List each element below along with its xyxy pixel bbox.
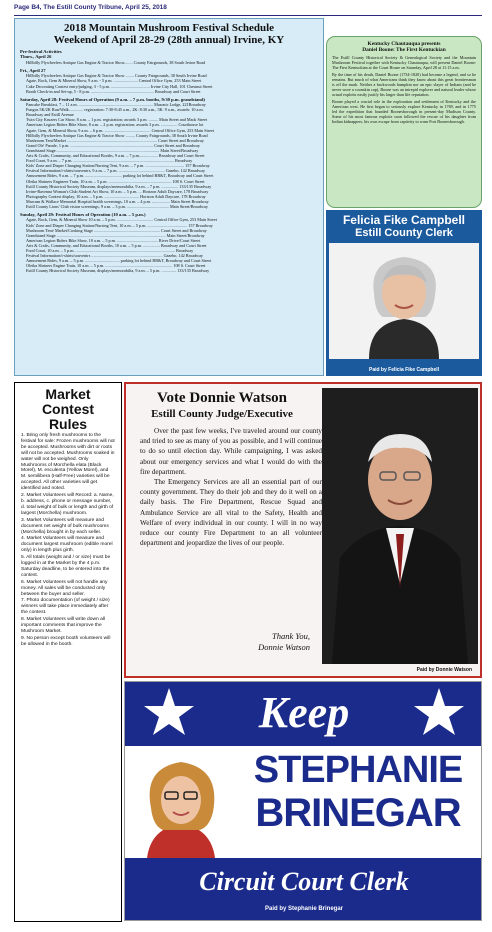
vote-paragraph: Over the past few weeks, I've traveled around our county and tried to see as many of you as possible, and I will continue to do so until election day. While campaigning, I was asked about our emergency services and what I would do with the fire department. bbox=[140, 427, 322, 476]
schedule-event-line: Twin City Kruzers Car Show, 8 a.m. – 1 p.m. registration; awards 3 p.m. ......... Main Street and Mack Street bbox=[26, 117, 208, 123]
market-contest-rules bbox=[14, 382, 122, 922]
schedule-sections bbox=[20, 49, 318, 274]
schedule-event-line: Cake Decorating Contest entry/judging, 3 - 5 p.m. ..................................... Irvine City Hall, 101 Chestnut Street bbox=[26, 83, 213, 89]
schedule-event-line: Oleika Shriners Engineer Train, 10 a.m. – 5 p.m. ............................................................ 108 S. Court Street bbox=[26, 178, 205, 184]
rule-item: 2. Market Volunteers will Record: a. Name, b. address, c. phone or message number, d. total weight of bulk or length and girth of largest (Morchella) mushroom. bbox=[21, 493, 114, 516]
rule-item: 3. Market Volunteers will measure and document net weight of bulk mushrooms (Morchella) brought in by each seller. bbox=[21, 517, 109, 535]
schedule-event-line: American Legion Riders Bike Show, 10 a.m. – 5 p.m. ....................................... River Drive/Court Street bbox=[26, 237, 201, 243]
keep-word: Keep bbox=[258, 688, 350, 737]
schedule-section bbox=[20, 212, 318, 273]
candidate-last-name: BRINEGAR bbox=[255, 791, 461, 835]
stephanie-brinegar-ad bbox=[124, 681, 482, 921]
schedule-event-line: Booth Check-in and Set-up, 5 - 8 p.m. ............................................................ Broadway and Court Street bbox=[26, 88, 201, 94]
schedule-day-heading: Saturday, April 28: Festival Hours of Operation (9 a.m. – 7 p.m. booths, 9:30 p.m. grandstand) bbox=[20, 96, 205, 102]
felicia-name: Felicia Fike Campbell bbox=[342, 213, 466, 227]
chautauqua-title-line1: Kentucky Chautauqua presents bbox=[367, 41, 441, 47]
keep-paid-by: Paid by Stephanie Brinegar bbox=[264, 906, 344, 912]
schedule-event-line: Irvine-Ravenna Woman's Club Student Art Show, 10 a.m. – 5 p.m. ... Horizon Adult Daycare, 178 Broadway bbox=[26, 188, 209, 194]
schedule-event-line: Mushroom Tent/Market ...................................................................................... Court Street and Broadway bbox=[26, 137, 204, 143]
schedule-day-heading: Thurs., April 26 bbox=[20, 54, 52, 60]
chautauqua-paragraph: The Estill County Historical Society & Genealogical Society and the Mountain Mushroom Festival together with Kentucky Chautauqua, will present Daniel Boone: The First Kentuckian at the Court House on Saturday, April 28 at 11:15 a.m. bbox=[332, 55, 476, 70]
schedule-subtitle: Weekend of April 28-29 (28th annual) Irvine, KY bbox=[53, 34, 285, 46]
schedule-event-line: American Legion Riders Bike Show, 8 a.m. – 2 p.m. registration; awards 3 p.m. ................ Courthouse lot bbox=[26, 122, 204, 128]
rule-item: 5. All totals (weight and / or size) must be logged in at the Market by the 4 p.m. Saturday deadline, to be entered into the contest. bbox=[21, 555, 111, 578]
schedule-event-line: Grandstand Stage ........................................................................................................ Main Street/Broadway bbox=[26, 232, 205, 238]
donnie-watson-ad bbox=[124, 382, 482, 678]
vote-subtitle: Estill County Judge/Executive bbox=[151, 408, 293, 420]
schedule-event-line: Marcum & Wallace Memorial Hospital health screenings, 10 a.m. – 4 p.m. ................. Main Street Broadway bbox=[26, 198, 209, 204]
schedule-event-line: Fungus 5K/2K Run/Walk.............. registration: 7:30-8:45 a.m., 2K: 8:30 a.m., 5K: 9 a.m., awards: 10 a.m. bbox=[26, 107, 204, 113]
schedule-event-line: Pancake Breakfast, 7 – 11 a.m. ....................................................................... Masonic Lodge, 221Broadway bbox=[26, 102, 206, 108]
schedule-event-line: Estill County Historical Society Museum, displays/memorabilia, 9 a.m. – 5 p.m. .............. 133/135 Broadway bbox=[26, 268, 210, 274]
schedule-event-line: Agate, Rock, Gem, & Mineral Show 10 a.m. – 5 p.m. ................................... Central Office Gym, 253 Main Street bbox=[26, 217, 217, 223]
rule-item: 1. Bring only fresh mushrooms to the festival for sale: Frozen mushrooms will not be accepted. Mushrooms with dirt or roots will not be accepted. Mushrooms soaked in water will not be weighed. Only Mushrooms of Morchella elata (Black Morel), M. esculenta (Yellow Morel), and M. semilibera (Half-Free) varieties will be accepted. All other varieties will get identified and noted. bbox=[21, 433, 115, 492]
vote-body bbox=[140, 426, 322, 548]
schedule-event-line: Food Court, 10 a.m. – 5 p.m. ............................................................................................... Broadway bbox=[26, 248, 194, 254]
schedule-event-line: Oleika Shriners Engine Train, 10 a.m. – 5 p.m. ................................................................ 108 S. Court Street bbox=[26, 263, 206, 269]
chautauqua-title-line2: Daniel Boone: The First Kentuckian bbox=[362, 47, 446, 53]
schedule-event-line: Photography Contest display, 10 a.m. – 5 p.m. ................................. Horizon Adult Daycare, 178 Broadway bbox=[26, 193, 206, 199]
schedule-event-line: Hillbilly Flywheelers Antique Gas Engine & Tractor Show........ County Fairgrounds, 38 South Irvine Road bbox=[26, 59, 206, 65]
schedule-event-line: Kids' Zone and Diaper Changing Station/Nursing Tent, 9 a.m. – 7 p.m. ..................................... 157 Broadway bbox=[26, 163, 210, 169]
schedule-event-line: Grand Ole' Parade, 1 p.m. ............................................................................... Court Street and Broadway bbox=[26, 142, 200, 148]
chautauqua-paragraph: By the time of his death, Daniel Boone (1734-1820) had become a legend, and so he remains. But much of what Americans think they know about this great frontiersman is off the mark. Neither a backwoods bumpkin nor an epic slayer of Indians (and he never wore a coonskin cap), Boone was an intrepid explorer and natural leader whose actual exploits easily justify his larger than life reputation. bbox=[332, 72, 476, 97]
vote-paragraph: The Emergency Services are all an essential part of our county government. They do their job and they do it well on a daily basis. The Fire Department, Rescue Squad and Ambulance Service are all vital to the Safety, Health and Welfare of every individual in our county. I will in no way reduce our county Fire Department to an all volunteer department and jeopardize the lives of our people. bbox=[140, 478, 322, 548]
schedule-event-line: Estill County Historical Society Museum, displays/memorabilia, 9 a.m. – 7 p.m. ................ 133/135 Broadway bbox=[26, 183, 212, 189]
schedule-event-line: Arts & Crafts, Community, and Educational Booths, 9 a.m. – 7 p.m.................. Broadway and Court Street bbox=[26, 153, 205, 159]
schedule-day-heading: Sunday, April 29: Festival Hours of Operation (10 a.m. – 5 p.m.) bbox=[20, 212, 146, 218]
chautauqua-box bbox=[326, 36, 482, 208]
schedule-event-line: Hillbilly Flywheelers Antique Gas Engine & Tractor Show ........ County Fairgrounds, 38 South Irvine Road bbox=[26, 73, 207, 79]
schedule-day-heading: Fri., April 27 bbox=[20, 67, 46, 73]
schedule-section bbox=[20, 49, 318, 65]
felicia-paid-by: Paid by Felicia Fike Campbell bbox=[368, 367, 440, 373]
schedule-title: 2018 Mountain Mushroom Festival Schedule bbox=[63, 22, 275, 34]
schedule-event-line: Agate, Rock, Gem & Mineral Show, 9 a.m. - 5 p.m. ....................... Central Office Gym, 253 Main Street bbox=[26, 78, 202, 84]
schedule-event-line: Food Court, 9 a.m. – 7 p.m. ................................................................................................ Broadway bbox=[26, 158, 193, 164]
rules-title-line3: Rules bbox=[48, 416, 88, 432]
rule-item: 8. Market Volunteers will write down all important comments that improve the Mushroom Market. bbox=[21, 617, 105, 634]
felicia-office: Estill County Clerk bbox=[355, 227, 453, 239]
stephanie-portrait-photo bbox=[129, 748, 233, 858]
schedule-event-line: Broadway and Estill Avenue bbox=[26, 112, 74, 118]
festival-schedule-box bbox=[14, 18, 324, 376]
schedule-event-line: Mushroom Tent/ Market/Cooking Stage ............................................................... Court Street and Broadway bbox=[26, 227, 207, 233]
candidate-office: Circuit Court Clerk bbox=[199, 867, 409, 896]
schedule-event-line: Hillbilly Flywheelers Antique Gas Engine & Tractor Show ......... County Fairgrounds, 38 South Irvine Road bbox=[26, 132, 208, 138]
schedule-event-line: Kids' Zone and Diaper Changing Station/Nursing Tent, 10 a.m. – 5 p.m. ...................................... 157 Broadway bbox=[26, 222, 213, 228]
chautauqua-paragraph: Boone played a crucial role in the exploration and settlement of Kentucky and the American west. He first began to seriously explore Kentucky in 1769, and in 1775 led the expedition that founded Boonesborough in present-day Madison County. Some of his most famous exploits soon followed the rescue of his daughter from Indian kidnappers, his own escape from captivity to warn Fort Boonesborough. bbox=[332, 99, 476, 124]
schedule-event-line: Amusement Rides, 9 a.m. – 7 p.m. ................................... parking lot behind BB&T, Broadway and Court Street bbox=[26, 173, 214, 179]
schedule-event-line: Amusement Rides, 9 a.m. – 5 p.m. ................................. parking lot behind BB&T, Broadway and Court Street bbox=[26, 258, 212, 264]
rule-item: 9. No person except booth volunteers will be allowed in the booth. bbox=[21, 635, 111, 647]
donnie-watson-portrait-photo bbox=[322, 388, 478, 664]
page-header: Page B4, The Estill County Tribune, April 25, 2018 bbox=[14, 4, 482, 16]
schedule-day-heading: Pre-festival Activities bbox=[20, 49, 62, 54]
schedule-event-line: Grandstand Stage................................................................................................... Main Street/Broadway bbox=[26, 147, 199, 153]
rules-title-line2: Contest bbox=[41, 401, 95, 417]
vote-thanks: Thank You, bbox=[272, 631, 310, 641]
schedule-event-line: Arts & Crafts, Community, and Educational Booths, 10 a.m. – 5 p.m. ................ Broadway and Court Street bbox=[26, 242, 207, 248]
schedule-event-line: Festival Information/t-shirts/souvenirs .................................................................... Gazebo, 142 Broadway bbox=[26, 253, 204, 259]
rule-item: 4. Market Volunteers will measure and document largest mushroom (edible morel only) in length plus girth. bbox=[21, 536, 113, 554]
candidate-first-name: STEPHANIE bbox=[253, 749, 463, 791]
schedule-event-line: Estill County Lions' Club vision screenings, 9 a.m. – 3 p.m. ........................................ Main Street/Broadway bbox=[26, 203, 208, 209]
rules-title-line1: Market bbox=[45, 386, 91, 402]
schedule-section bbox=[20, 97, 318, 209]
vote-title: Vote Donnie Watson bbox=[156, 390, 288, 406]
schedule-event-line: Festival Information/t-shirts/souvenirs, 9 a.m. – 7 p.m. ............................................ Gazebo, 142 Broadway bbox=[26, 168, 206, 174]
schedule-section bbox=[20, 68, 318, 94]
schedule-event-line: Agate, Gem, & Mineral Show, 9 a.m. – 6 p.m. ............................................ Central Office Gym, 253 Main Street bbox=[26, 127, 215, 133]
felicia-portrait-photo bbox=[329, 243, 479, 359]
vote-paid-by: Paid by Donnie Watson bbox=[416, 667, 472, 673]
felicia-campbell-ad bbox=[326, 210, 482, 376]
vote-signature: Donnie Watson bbox=[258, 642, 310, 652]
rule-item: 6. Market Volunteers will not handle any money. All sales will be conducted only between the buyer and seller. bbox=[21, 579, 108, 597]
vote-signoff bbox=[140, 631, 322, 653]
rule-item: 7. Photo documentation (of weight / size) winners will take place immediately after the contest. bbox=[21, 598, 110, 616]
